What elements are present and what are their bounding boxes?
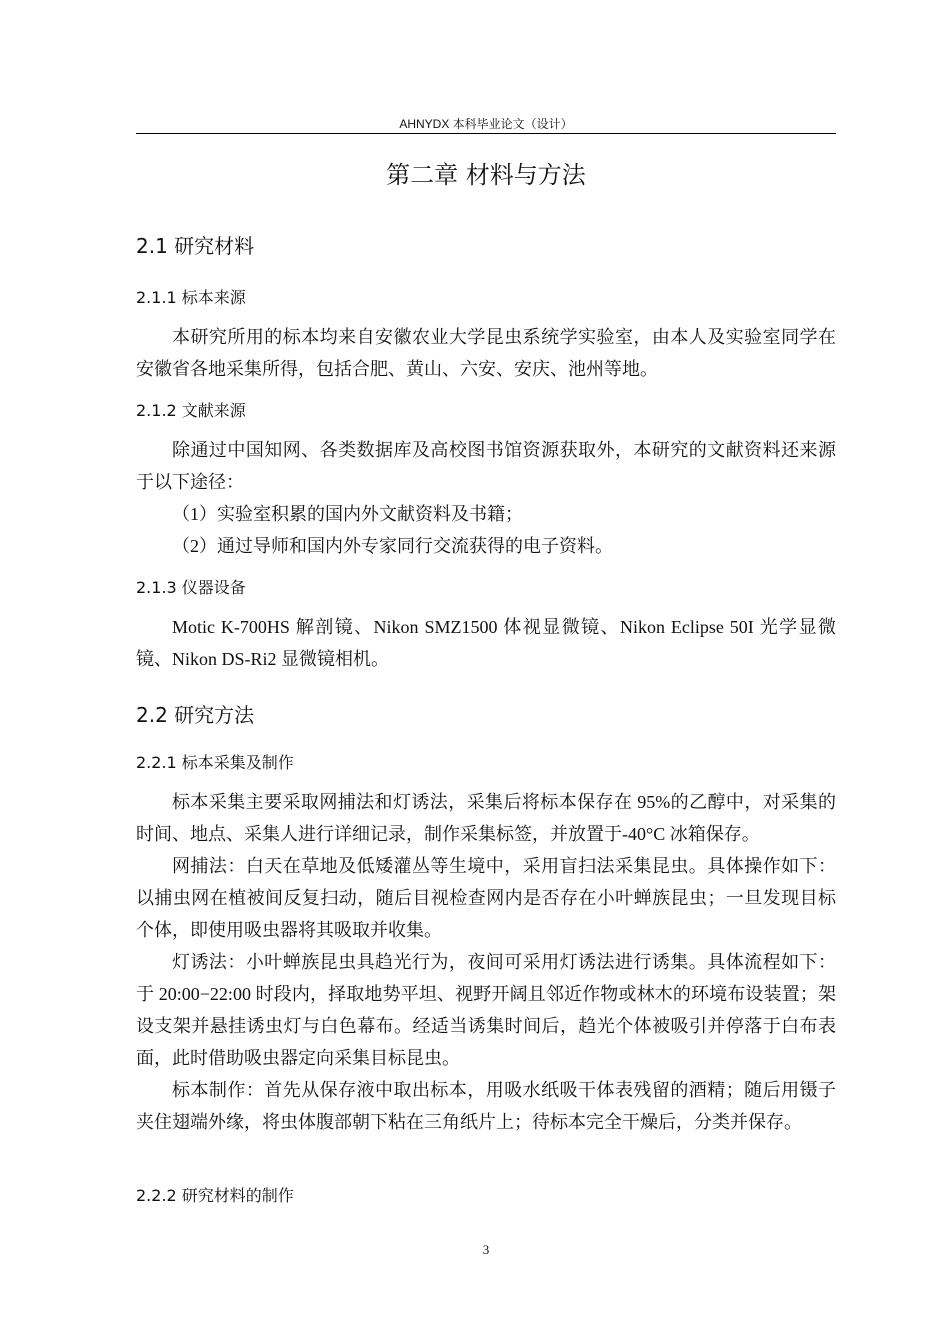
paragraph: 标本制作：首先从保存液中取出标本，用吸水纸吸干体表残留的酒精；随后用镊子夹住翅端外缘，将虫体腹部朝下粘在三角纸片上；待标本完全干燥后，分类并保存。 xyxy=(136,1080,836,1132)
section-heading-2-2: 2.2 研究方法 xyxy=(136,703,255,727)
subsection-heading-2-2-2: 2.2.2 研究材料的制作 xyxy=(136,1186,294,1205)
subsection-heading-2-1-2: 2.1.2 文献来源 xyxy=(136,401,246,420)
header-rule xyxy=(136,133,836,134)
list-item: （2）通过导师和国内外专家同行交流获得的电子资料。 xyxy=(172,536,613,556)
subsection-heading-2-1-3: 2.1.3 仪器设备 xyxy=(136,578,246,597)
subsection-heading-2-1-1: 2.1.1 标本来源 xyxy=(136,288,246,307)
page-number: 3 xyxy=(482,1242,490,1257)
paragraph: 标本采集主要采取网捕法和灯诱法，采集后将标本保存在 95%的乙醇中，对采集的时间、地点、采集人进行详细记录，制作采集标签，并放置于-40°C 冰箱保存。 xyxy=(136,792,836,844)
paragraph: 本研究所用的标本均来自安徽农业大学昆虫系统学实验室，由本人及实验室同学在安徽省各地采集所得，包括合肥、黄山、六安、安庆、池州等地。 xyxy=(136,327,836,379)
running-header: AHNYDX 本科毕业论文（设计） xyxy=(399,117,573,131)
paragraph: 除通过中国知网、各类数据库及高校图书馆资源获取外，本研究的文献资料还来源于以下途径： xyxy=(136,440,836,492)
list-item: （1）实验室积累的国内外文献资料及书籍； xyxy=(172,504,523,524)
section-heading-2-1: 2.1 研究材料 xyxy=(136,234,255,258)
paragraph: 灯诱法：小叶蝉族昆虫具趋光行为，夜间可采用灯诱法进行诱集。具体流程如下：于 20:00−22:00 时段内，择取地势平坦、视野开阔且邻近作物或林木的环境布设装置；架设支架并悬挂诱虫灯与白色幕布。经适当诱集时间后，趋光个体被吸引并停落于白布表面，此时借助吸虫器定向采集目标昆虫。 xyxy=(136,952,836,1068)
chapter-title: 第二章 材料与方法 xyxy=(386,161,586,189)
paragraph: Motic K-700HS 解剖镜、Nikon SMZ1500 体视显微镜、Nikon Eclipse 50I 光学显微镜、Nikon DS-Ri2 显微镜相机。 xyxy=(136,617,836,669)
paragraph: 网捕法：白天在草地及低矮灌丛等生境中，采用盲扫法采集昆虫。具体操作如下：以捕虫网在植被间反复扫动，随后目视检查网内是否存在小叶蝉族昆虫；一旦发现目标个体，即使用吸虫器将其吸取并收集。 xyxy=(136,856,836,940)
subsection-heading-2-2-1: 2.2.1 标本采集及制作 xyxy=(136,753,294,772)
